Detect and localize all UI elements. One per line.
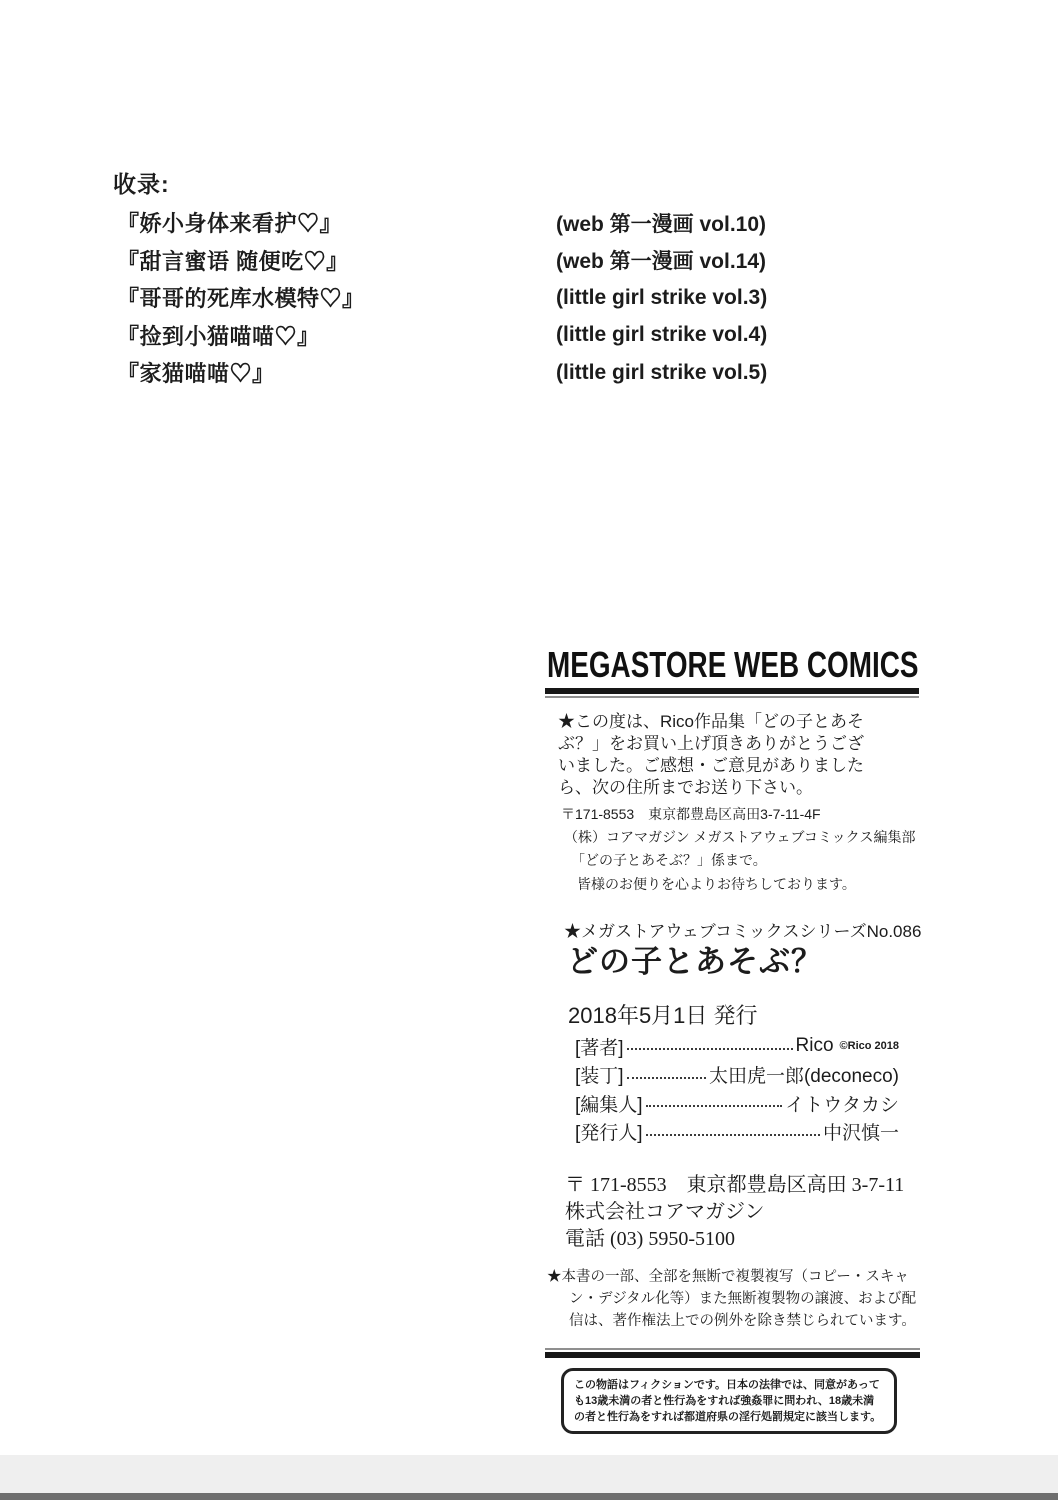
toc-item-source: (web 第一漫画 vol.10) (556, 212, 767, 236)
series-number-line: ★メガストアウェブコミックスシリーズNo.086 (564, 922, 922, 941)
toc-heading: 收录: (113, 171, 170, 197)
publisher-address-line: 株式会社コアマガジン (565, 1201, 765, 1223)
credit-row-editor (575, 1089, 899, 1118)
credit-row-publisher (575, 1118, 899, 1147)
publication-date: 2018年5月1日 発行 (568, 1003, 758, 1028)
editorial-address-line: 〒171-8553 東京都豊島区高田3-7-11-4F (561, 806, 821, 822)
credit-row-designer (575, 1061, 899, 1090)
credit-value: イトウタカシ (785, 1094, 899, 1116)
toc-item-title: 『捡到小猫喵喵♡』 (117, 323, 320, 349)
rule-thick-line (545, 1352, 920, 1358)
credit-label: [発行人] (575, 1123, 643, 1145)
editorial-address-line: （株）コアマガジン メガストアウェブコミックス編集部 (564, 829, 916, 845)
colophon-column (545, 0, 923, 1500)
credit-label: [著者] (575, 1037, 624, 1059)
rule-thin-line (545, 1348, 920, 1350)
double-rule-top (545, 688, 919, 698)
credit-value: 中沢慎一 (822, 1123, 899, 1145)
dotted-leader (627, 1077, 706, 1079)
credit-row-author (575, 1032, 899, 1061)
publisher-address-line: 〒 171-8553 東京都豊島区高田 3-7-11 (565, 1174, 905, 1196)
credit-label: [装丁] (575, 1066, 624, 1088)
toc-item-title: 『家猫喵喵♡』 (117, 361, 275, 387)
scan-footer-strip (0, 1493, 1058, 1500)
editorial-address-line: 皆様のお便りを心よりお待ちしております。 (577, 876, 856, 892)
copyright-note: ©Rico 2018 (839, 1040, 899, 1053)
toc-item-source: (web 第一漫画 vol.14) (556, 250, 767, 274)
rule-thick-line (545, 688, 919, 694)
publisher-phone-line: 電話 (03) 5950-5100 (565, 1228, 735, 1250)
editorial-address-line: 「どの子とあそぶ？」係まで。 (571, 852, 767, 868)
editorial-address-block (561, 803, 915, 896)
dotted-leader (627, 1048, 793, 1050)
imprint-logo-title: MEGASTORE WEB COMICS (547, 644, 919, 685)
dotted-leader (646, 1105, 783, 1107)
double-rule-bottom (545, 1348, 920, 1358)
toc-item-title: 『甜言蜜语 随便吃♡』 (117, 248, 349, 274)
publisher-address-block (565, 1172, 904, 1253)
credit-value: Rico (795, 1035, 834, 1057)
toc-item-source: (little girl strike vol.4) (556, 323, 768, 347)
toc-item-source: (little girl strike vol.5) (556, 360, 768, 384)
book-title: どの子とあそぶ？ (567, 944, 823, 979)
copyright-notice-paragraph: ★本書の一部、全部を無断で複製複写（コピー・スキャン・デジタル化等）また無断複製物の譲渡、および配信は、著作権法上での例外を除き禁じられています。 (547, 1269, 917, 1329)
reader-greeting-paragraph: ★この度は、Rico作品集「どの子とあそぶ？」をお買い上げ頂きありがとうございました。ご感想・ご意見がありましたら、次の住所までお送り下さい。 (558, 712, 865, 797)
credit-label: [編集人] (575, 1094, 643, 1116)
fiction-disclaimer-box: この物語はフィクションです。日本の法律では、同意があっても13歳未満の者と性行為をすれば強姦罪に問われ、18歳未満の者と性行為をすれば都道府県の淫行処罰規定に該当します。 (561, 1368, 897, 1434)
rule-thin-line (545, 696, 919, 698)
credits-list (575, 1032, 899, 1146)
toc-item-source: (little girl strike vol.3) (556, 285, 768, 309)
dotted-leader (646, 1134, 820, 1136)
toc-item-title: 『娇小身体来看护♡』 (117, 211, 343, 237)
credit-value: 太田虎一郎(deconeco) (708, 1066, 899, 1088)
toc-item-title: 『哥哥的死库水模特♡』 (117, 286, 365, 312)
